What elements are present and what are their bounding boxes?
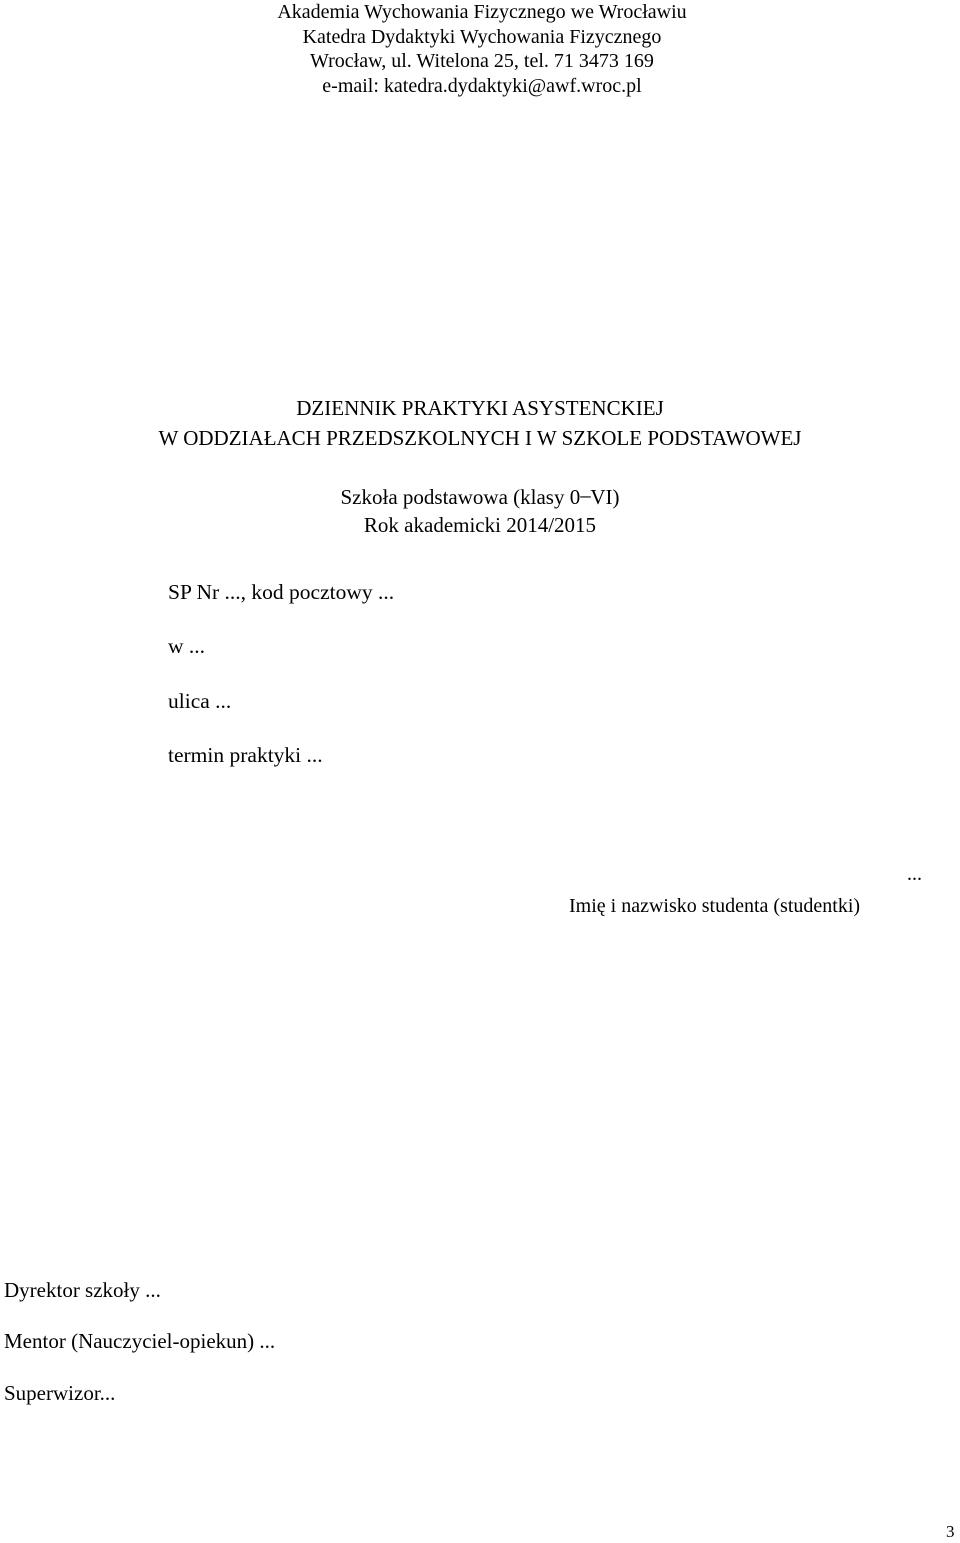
school-type-label: Szkoła podstawowa (klasy 0 ̶ VI) <box>340 485 620 509</box>
student-signature-line: ... <box>907 863 922 885</box>
page-number: 3 <box>946 1522 955 1541</box>
header-line-address: Wrocław, ul. Witelona 25, tel. 71 3473 169 <box>310 50 654 72</box>
header-line-email: e-mail: katedra.dydaktyki@awf.wroc.pl <box>322 74 642 97</box>
student-name-caption: Imię i nazwisko studenta (studentki) <box>569 895 861 917</box>
institution-header <box>0 0 960 98</box>
city-field: w ... <box>168 634 206 658</box>
academic-year-label: Rok akademicki 2014/2015 <box>363 513 597 537</box>
school-director-field: Dyrektor szkoły ... <box>4 1278 161 1302</box>
document-title-continued: W ODDZIAŁACH PRZEDSZKOLNYCH I W SZKOLE PODSTAWOWEJ <box>158 426 802 450</box>
header-line-department: Katedra Dydaktyki Wychowania Fizycznego <box>302 25 662 48</box>
header-line-institution: Akademia Wychowania Fizycznego we Wrocławiu <box>277 1 687 23</box>
practice-term-field: termin praktyki ... <box>168 743 323 767</box>
school-number-postcode-field: SP Nr ..., kod pocztowy ... <box>168 580 395 604</box>
document-title: DZIENNIK PRAKTYKI ASYSTENCKIEJ <box>296 396 664 420</box>
supervisor-field: Superwizor... <box>4 1381 116 1405</box>
mentor-field: Mentor (Nauczyciel-opiekun) ... <box>4 1329 276 1353</box>
street-field: ulica ... <box>168 689 232 713</box>
